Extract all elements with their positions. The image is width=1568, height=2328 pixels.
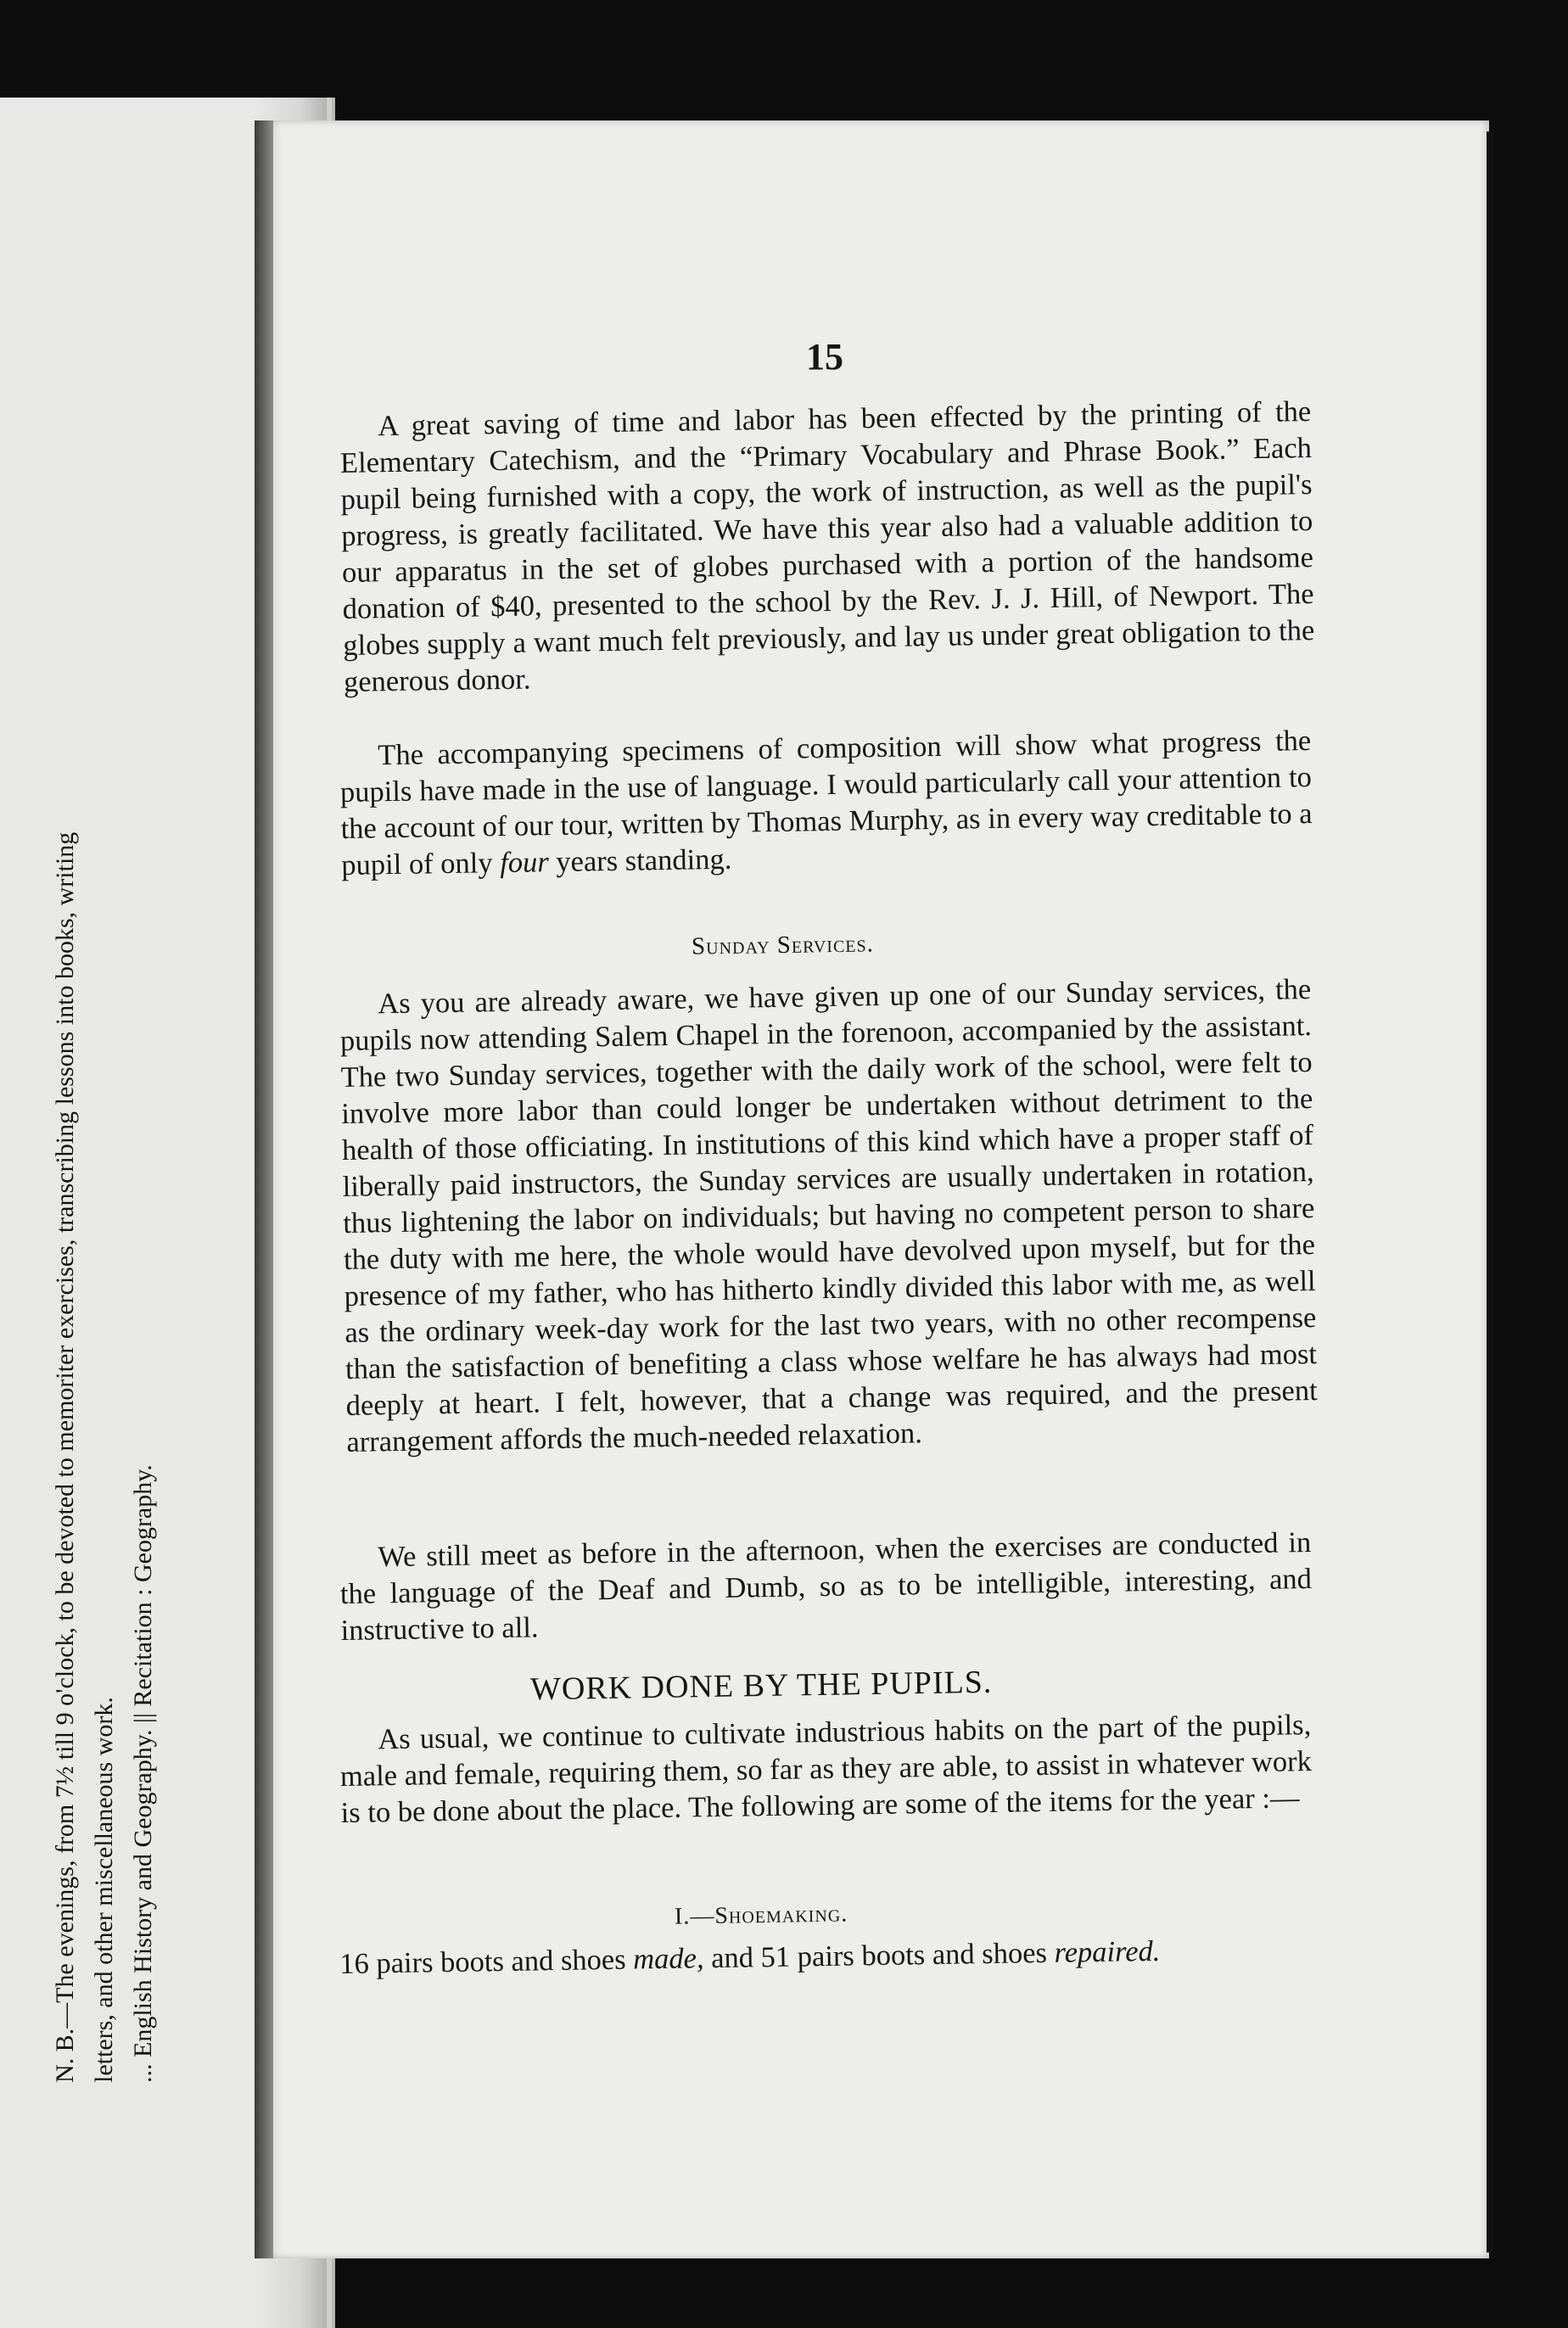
paragraph-catechism (339, 394, 1315, 701)
paragraph-text: As usual, we continue to cultivate industrious habits on the part of the pupils, male and female, requiring them, so far as they are able, to assist in whatever work is to be done about the place. The following are some of the items for the year :— (339, 1709, 1313, 1829)
left-page-note-line: N. B.—The evenings, from 7½ till 9 o'clock, to be devoted to memoriter exercises, transcribing lessons into books, writing (51, 831, 79, 2083)
section-heading-sunday-services: Sunday Services. (691, 930, 875, 960)
text-span: and 51 pairs boots and shoes (703, 1936, 1055, 1975)
emphasis-text: made, (632, 1942, 704, 1976)
paragraph-sunday-services (339, 971, 1319, 1461)
text-span: 16 pairs boots and shoes (339, 1943, 634, 1980)
page-binding-edge (255, 120, 273, 2258)
text-span: The accompanying specimens of composition will show what progress the pupils have made in the use of language. I would particularly call your attention to the account of our tour, written by Thomas Murphy, as in every way creditable to a pupil of only (339, 725, 1313, 881)
paragraph-text: As you are already aware, we have given up one of our Sunday services, the pupils now attending Salem Chapel in the forenoon, accompanied by the assistant. The two Sunday services, together with the daily work of the school, were felt to involve more labor than could longer be undertaken without detriment to the health of those officiating. In institutions of this kind which have a proper staff of liberally paid instructors, the Sunday services are usually undertaken in rotation, thus lightening the labor on individuals; but having no competent person to share the duty with me here, the whole would have devolved upon myself, but for the presence of my father, who has hitherto kindly divided this labor with me, as well as the ordinary week-day work for the last two years, with no other recompense than the satisfaction of benefiting a class whose welfare he has always had most deeply at heart. I felt, however, that a change was required, and the present arrangement affords the much-needed relaxation. (339, 973, 1318, 1458)
paragraph-industrious-habits (339, 1707, 1313, 1832)
paragraph-composition (339, 723, 1313, 884)
paragraph-text (339, 723, 1313, 884)
page-number: 15 (806, 336, 843, 378)
paragraph-text: A great saving of time and labor has been effected by the printing of the Elementary Catechism, and the “Primary Vocabulary and Phrase Book.” Each pupil being furnished with a copy, the work of instruction, as well as the pupil's progress, is greatly facilitated. We have this year also had a valuable addition to our apparatus in the set of globes purchased with a portion of the handsome donation of $40, presented to the school by the Rev. J. J. Hill, of Newport. The globes supply a want much felt previously, and lay us under great obligation to the generous donor. (339, 395, 1315, 698)
section-heading-work: WORK DONE BY THE PUPILS. (529, 1664, 993, 1708)
text-span: years standing. (548, 842, 732, 879)
left-page-note-line-2: letters, and other miscellaneous work. (90, 1697, 118, 2083)
subheading-shoemaking: I.—Shoemaking. (674, 1900, 848, 1930)
emphasis-text: repaired. (1054, 1934, 1161, 1969)
page-right-edge (1487, 132, 1493, 2252)
left-page-rotated-text (15, 471, 185, 2083)
left-page-line-recitation: ... English History and Geography. || Recitation : Geography. (129, 1464, 157, 2083)
paragraph-text: We still meet as before in the afternoon, when the exercises are conducted in the language of the Deaf and Dumb, so as to be intelligible, interesting, and instructive to all. (339, 1526, 1313, 1647)
emphasis-text: four (499, 846, 550, 880)
paragraph-afternoon (339, 1525, 1313, 1649)
